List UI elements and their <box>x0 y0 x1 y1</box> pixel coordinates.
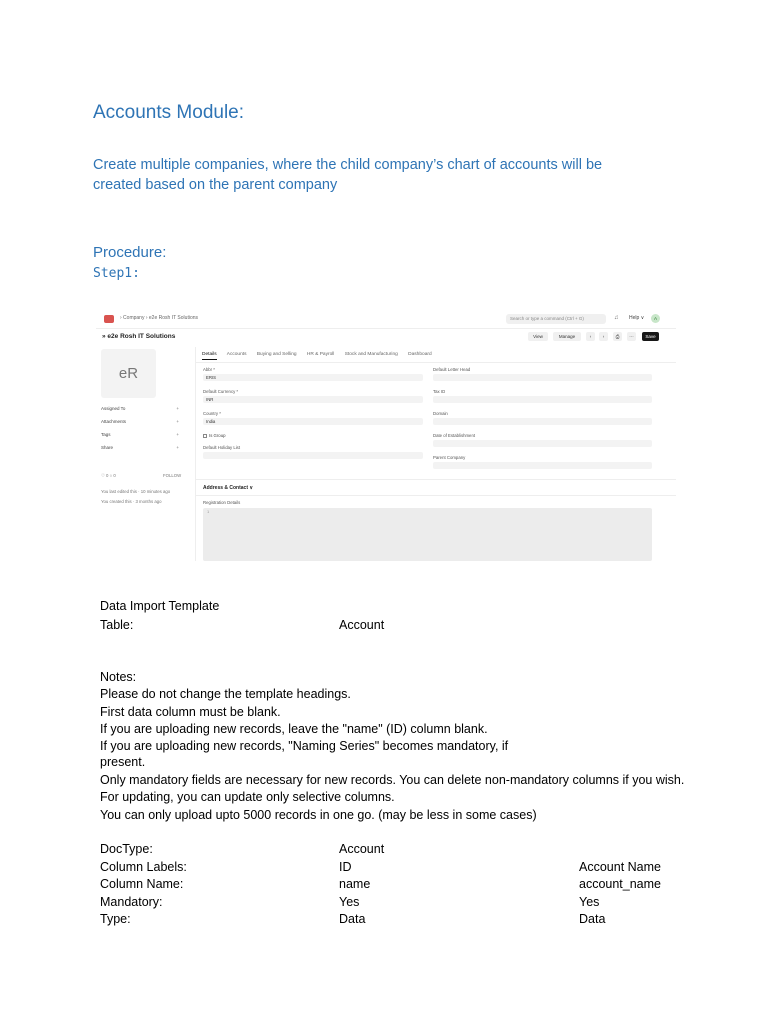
currency-label: Default Currency * <box>203 389 239 394</box>
establishment-input[interactable] <box>433 440 652 447</box>
search-input[interactable]: Search or type a command (Ctrl + G) <box>506 314 606 324</box>
sidebar-item-label: Attachments <box>101 419 127 424</box>
prev-icon[interactable]: ‹ <box>586 332 595 341</box>
company-avatar: eR <box>101 349 156 398</box>
country-label: Country * <box>203 411 221 416</box>
template-title: Data Import Template <box>100 599 220 613</box>
sidebar-item-share[interactable] <box>101 445 179 450</box>
sidebar-item-assigned[interactable] <box>101 406 179 411</box>
table-label: Table: <box>100 618 134 632</box>
table-value: Account <box>339 618 385 632</box>
mandatory-c2: Yes <box>579 895 600 909</box>
column-name-label: Column Name: <box>100 877 184 891</box>
establishment-label: Date of Establishment <box>433 433 476 438</box>
domain-label: Domain <box>433 411 448 416</box>
currency-input[interactable]: INR <box>203 396 423 403</box>
plus-icon[interactable]: + <box>176 406 179 411</box>
tab-details[interactable]: Details <box>202 352 217 360</box>
type-label: Type: <box>100 912 131 926</box>
holiday-input[interactable] <box>203 452 423 459</box>
app-topbar <box>96 309 676 329</box>
abbr-input[interactable]: ERIS <box>203 374 423 381</box>
doctype-value: Account <box>339 842 385 856</box>
likes-comments[interactable]: ♡ 0 ○ 0 <box>101 473 116 478</box>
embedded-screenshot <box>96 309 676 561</box>
next-icon[interactable]: › <box>599 332 608 341</box>
more-icon[interactable]: ⋯ <box>627 332 636 341</box>
user-avatar[interactable]: A <box>651 314 660 323</box>
domain-input[interactable] <box>433 418 652 425</box>
view-button[interactable]: View <box>528 332 548 341</box>
column-labels-label: Column Labels: <box>100 860 187 874</box>
note-line: If you are uploading new records, leave the "name" (ID) column blank. <box>100 722 488 736</box>
divider <box>196 495 676 496</box>
edited-meta: You last edited this · 10 minutes ago <box>101 489 171 494</box>
breadcrumb: › Company › e2e Rosh IT Solutions <box>120 315 199 321</box>
note-line: present. <box>100 755 146 769</box>
note-line: For updating, you can update only selective columns. <box>100 790 395 804</box>
is-group-label: Is Group <box>209 433 226 438</box>
help-menu[interactable]: Help ∨ <box>629 315 645 321</box>
checkbox-icon[interactable] <box>203 434 207 438</box>
plus-icon[interactable]: + <box>176 432 179 437</box>
registration-label: Registration Details <box>203 500 241 505</box>
column-name-c2: account_name <box>579 877 662 891</box>
column-name-c1: name <box>339 877 371 891</box>
mandatory-c1: Yes <box>339 895 360 909</box>
letter-head-label: Default Letter Head <box>433 367 471 372</box>
column-labels-c1: ID <box>339 860 352 874</box>
parent-company-input[interactable] <box>433 462 652 469</box>
app-logo-icon <box>104 315 114 323</box>
page-title: » e2e Rosh IT Solutions <box>102 333 176 340</box>
sidebar-item-attachments[interactable] <box>101 419 179 424</box>
save-button[interactable]: Save <box>642 332 659 341</box>
page-heading: Accounts Module: <box>93 102 245 123</box>
type-c2: Data <box>579 912 606 926</box>
letter-head-input[interactable] <box>433 374 652 381</box>
line-number: 1 <box>207 509 210 514</box>
is-group-checkbox[interactable] <box>203 433 225 438</box>
sidebar-item-label: Assigned To <box>101 406 126 411</box>
procedure-heading: Procedure: <box>93 244 167 261</box>
plus-icon[interactable]: + <box>176 445 179 450</box>
sidebar-item-label: Share <box>101 445 114 450</box>
page-subheading: Create multiple companies, where the child company’s chart of accounts will be created based on the parent company <box>93 157 603 193</box>
step-label: Step1: <box>93 266 140 281</box>
divider <box>195 347 196 561</box>
abbr-label: Abbr * <box>203 367 215 372</box>
divider <box>196 479 676 480</box>
print-icon[interactable]: ⎙ <box>613 332 622 341</box>
type-c1: Data <box>339 912 366 926</box>
notes-title: Notes: <box>100 670 137 684</box>
parent-company-label: Parent Company <box>433 455 466 460</box>
plus-icon[interactable]: + <box>176 419 179 424</box>
tab-bar <box>202 352 441 357</box>
tab-accounts[interactable]: Accounts <box>226 352 247 357</box>
column-labels-c2: Account Name <box>579 860 661 874</box>
divider <box>196 362 676 363</box>
mandatory-label: Mandatory: <box>100 895 163 909</box>
address-contact-section[interactable]: Address & Contact ∨ <box>203 485 254 491</box>
tab-hr-payroll[interactable]: HR & Payroll <box>306 352 335 357</box>
tab-buying-selling[interactable]: Buying and Selling <box>256 352 297 357</box>
manage-button[interactable]: Manage <box>553 332 581 341</box>
note-line: Only mandatory fields are necessary for new records. You can delete non-mandatory columns if you wish. <box>100 773 685 787</box>
tab-stock-manufacturing[interactable]: Stock and Manufacturing <box>344 352 398 357</box>
holiday-label: Default Holiday List <box>203 445 241 450</box>
follow-button[interactable]: FOLLOW <box>163 473 182 478</box>
sidebar-item-label: Tags <box>101 432 111 437</box>
note-line: Please do not change the template headings. <box>100 687 351 701</box>
note-line: First data column must be blank. <box>100 705 281 719</box>
note-line: If you are uploading new records, "Naming Series" becomes mandatory, if <box>100 739 509 753</box>
tax-id-input[interactable] <box>433 396 652 403</box>
country-input[interactable]: India <box>203 418 423 425</box>
created-meta: You created this · 3 months ago <box>101 499 162 504</box>
note-line: You can only upload upto 5000 records in one go. (may be less in some cases) <box>100 808 537 822</box>
doctype-label: DocType: <box>100 842 153 856</box>
tax-id-label: Tax ID <box>433 389 446 394</box>
bell-icon[interactable]: ♫ <box>614 315 619 321</box>
registration-textarea[interactable] <box>203 508 652 561</box>
sidebar-item-tags[interactable] <box>101 432 179 437</box>
tab-dashboard[interactable]: Dashboard <box>408 352 432 357</box>
